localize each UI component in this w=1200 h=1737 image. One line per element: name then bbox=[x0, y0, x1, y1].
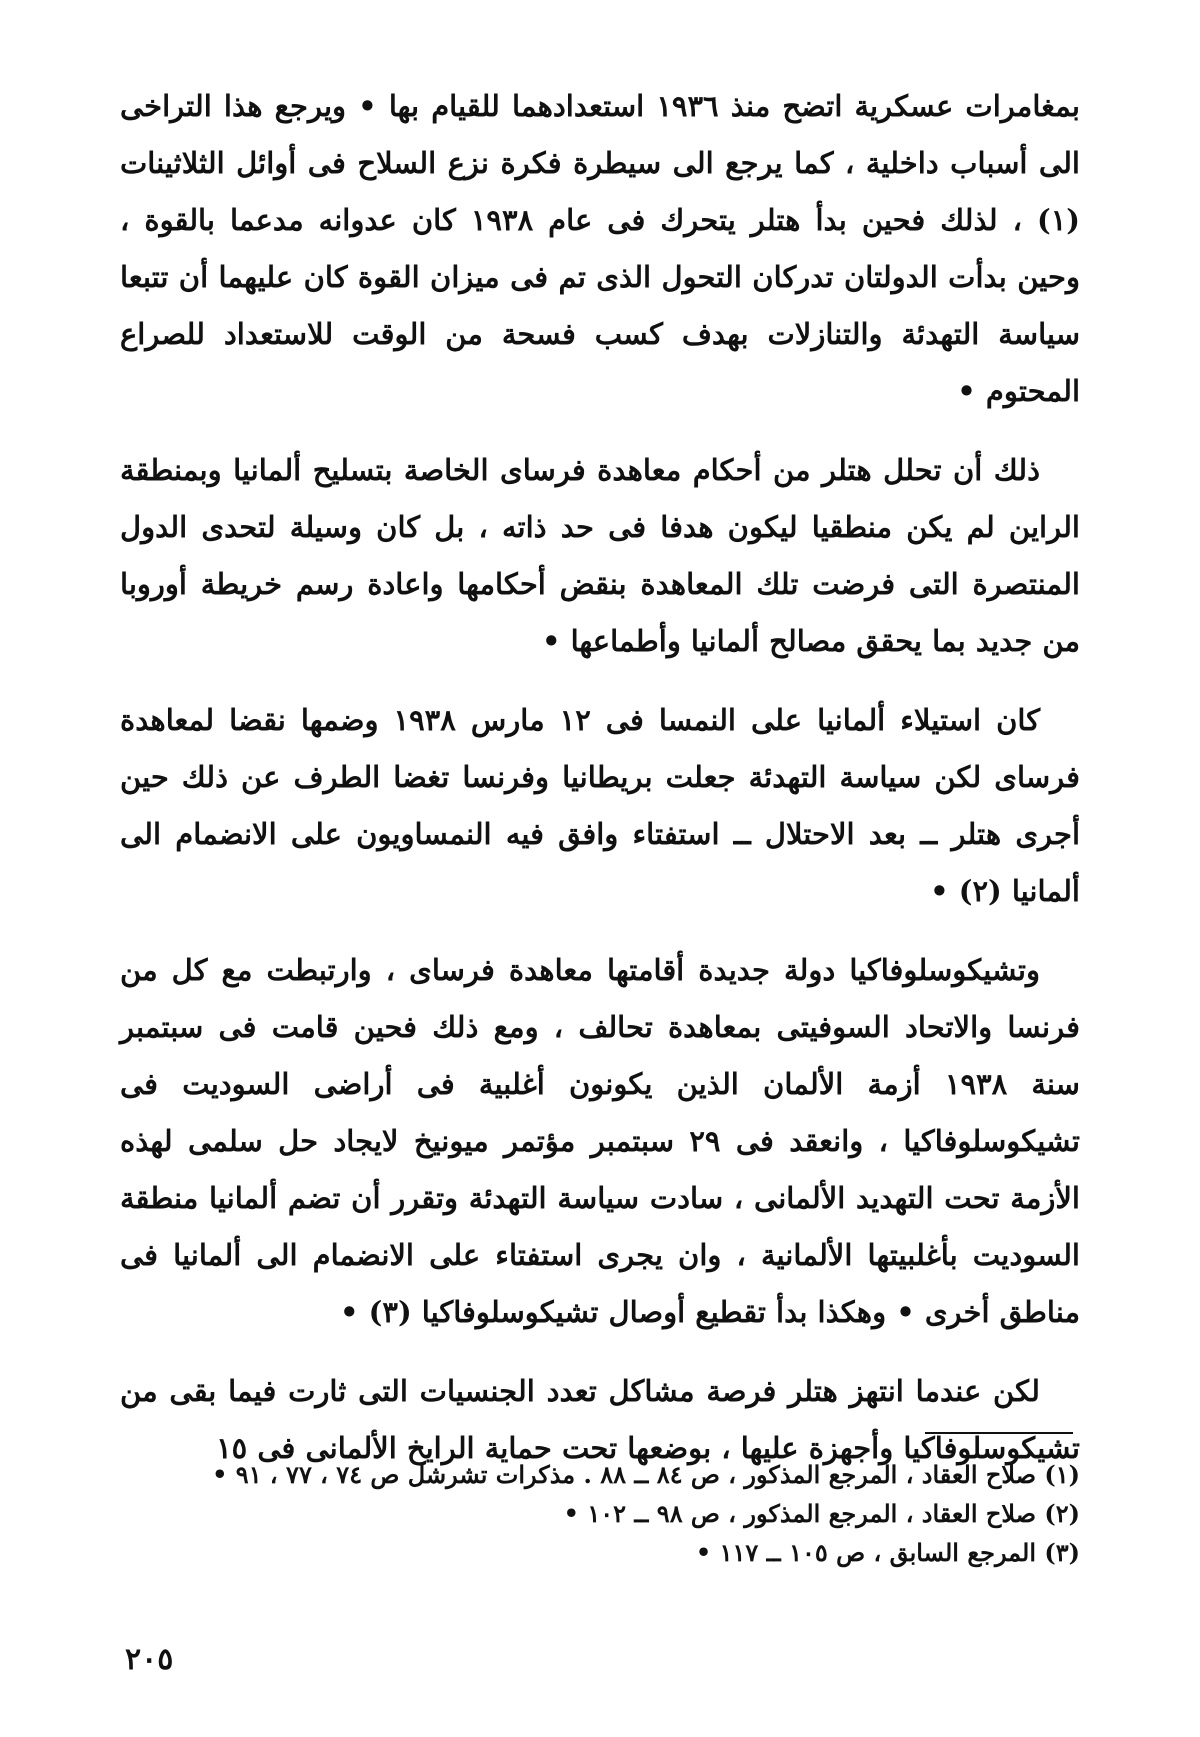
paragraph-4: وتشيكوسلوفاكيا دولة جديدة أقامتها معاهدة فرساى ، وارتبطت مع كل من فرنسا والاتحاد السوفيتى بمعاهدة تحالف ، ومع ذلك فحين قامت فى سبتمبر سنة ١٩٣٨ أزمة الألمان الذين يكونون أغلبية فى أراضى السوديت فى تشيكوسلوفاكيا ، وانعقد فى ٢٩ سبتمبر مؤتمر ميونيخ لايجاد حل سلمى لهذه الأزمة تحت التهديد الألمانى ، سادت سياسة التهدئة وتقرر أن تضم ألمانيا منطقة السوديت بأغلبيتها الألمانية ، وان يجرى استفتاء على الانضمام الى ألمانيا فى مناطق أخرى • وهكذا بدأ تقطيع أوصال تشيكوسلوفاكيا (٣) • bbox=[120, 953, 1080, 1329]
footnote-2: (٢) صلاح العقاد ، المرجع المذكور ، ص ٩٨ ــ ١٠٢ • bbox=[563, 1499, 1080, 1528]
footnote-separator bbox=[925, 1432, 1073, 1434]
paragraph-2: ذلك أن تحلل هتلر من أحكام معاهدة فرساى الخاصة بتسليح ألمانيا وبمنطقة الراين لم يكن منطقيا ليكون هدفا فى حد ذاته ، بل كان وسيلة لتحدى الدول المنتصرة التى فرضت تلك المعاهدة بنقض أحكامها واعادة رسم خريطة أوروبا من جديد بما يحقق مصالح ألمانيا وأطماعها • bbox=[120, 453, 1080, 658]
paragraph-5: لكن عندما انتهز هتلر فرصة مشاكل تعدد الجنسيات التى ثارت فيما بقى من تشيكوسلوفاكيا وأجهزة عليها ، بوضعها تحت حماية الرايخ الألمانى فى ١٥ bbox=[120, 1374, 1080, 1465]
footnote-1: (١) صلاح العقاد ، المرجع المذكور ، ص ٨٤ ــ ٨٨ . مذكرات تشرشل ص ٧٤ ، ٧٧ ، ٩١ • bbox=[212, 1460, 1080, 1489]
paragraph-3: كان استيلاء ألمانيا على النمسا فى ١٢ مارس ١٩٣٨ وضمها نقضا لمعاهدة فرساى لكن سياسة التهدئة جعلت بريطانيا وفرنسا تغضا الطرف عن ذلك حين أجرى هتلر ــ بعد الاحتلال ــ استفتاء وافق فيه النمساويون على الانضمام الى ألمانيا (٢) • bbox=[120, 703, 1080, 908]
page-number: ٢٠٥ bbox=[125, 1642, 174, 1677]
paragraph-1: بمغامرات عسكرية اتضح منذ ١٩٣٦ استعدادهما للقيام بها • ويرجع هذا التراخى الى أسباب داخلية ، كما يرجع الى سيطرة فكرة نزع السلاح فى أوائل الثلاثينات (١) ، لذلك فحين بدأ هتلر يتحرك فى عام ١٩٣٨ كان عدوانه مدعما بالقوة ، وحين بدأت الدولتان تدركان التحول الذى تم فى ميزان القوة كان عليهما أن تتبعا سياسة التهدئة والتنازلات بهدف كسب فسحة من الوقت للاستعداد للصراع المحتوم • bbox=[120, 89, 1080, 408]
body-text bbox=[120, 78, 1080, 1477]
footnote-3: (٣) المرجع السابق ، ص ١٠٥ ــ ١١٧ • bbox=[695, 1538, 1080, 1567]
footnotes bbox=[120, 1455, 1080, 1572]
